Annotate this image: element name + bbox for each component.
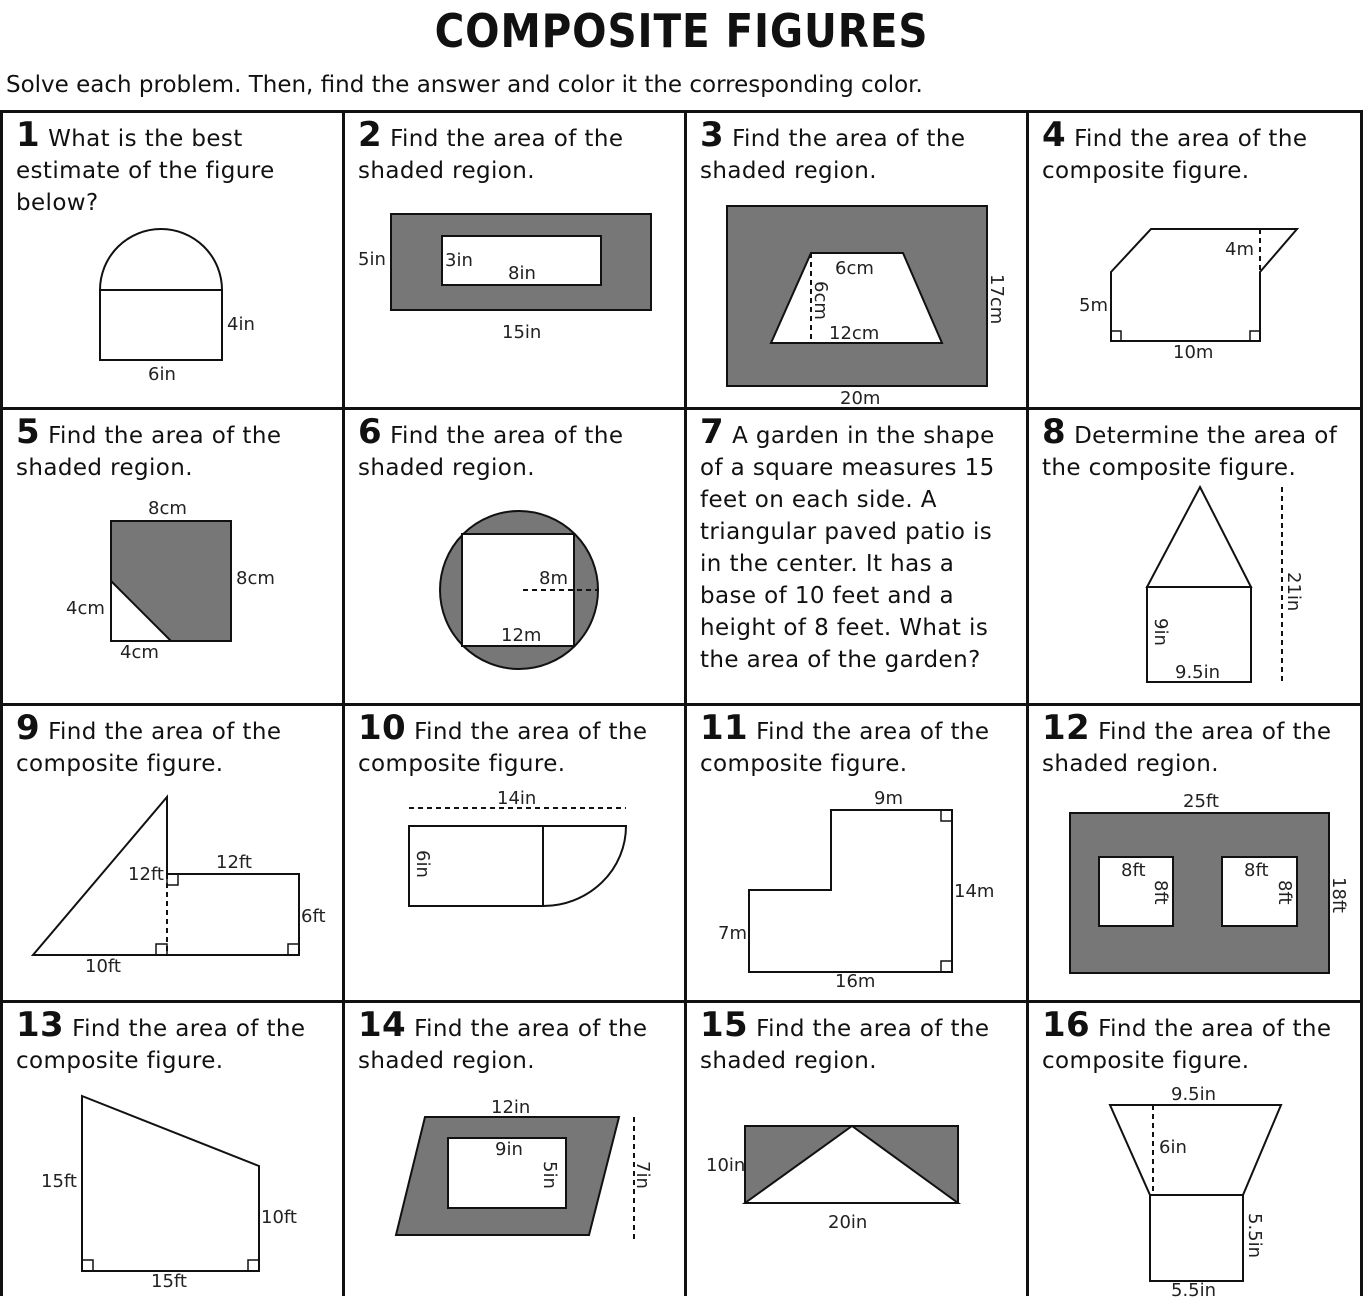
label-right: 8cm (236, 568, 275, 589)
label-height: 6in (412, 850, 433, 878)
label-inner-width: 9in (495, 1139, 523, 1160)
label-outer-height: 18ft (1328, 877, 1349, 913)
label-right: 10ft (261, 1207, 297, 1228)
problem-number: 16 (1042, 1005, 1091, 1045)
problem-number: 7 (700, 412, 725, 452)
problem-2 (342, 110, 684, 407)
label-base: 20in (828, 1212, 868, 1233)
figure-trapezoid (3, 1003, 345, 1299)
figure-square-with-triangle (3, 410, 345, 706)
label-radius: 8m (539, 568, 568, 589)
problem-9 (0, 703, 342, 1000)
label-left: 7m (718, 923, 747, 944)
problem-6 (342, 407, 684, 703)
figure-house-shape (1029, 410, 1363, 706)
problem-prompt: Find the area of the shaded region. (1042, 719, 1332, 777)
label-width: 6in (148, 364, 176, 385)
label-top: 8cm (148, 498, 187, 519)
label-triangle-base: 10ft (85, 956, 121, 977)
problem-12 (1026, 703, 1363, 1000)
problem-4 (1026, 110, 1363, 407)
problem-number: 4 (1042, 115, 1067, 155)
problem-number: 2 (358, 115, 383, 155)
label-base: 10m (1173, 342, 1214, 363)
label-height: 6cm (810, 281, 831, 320)
label-left: 15ft (41, 1171, 77, 1192)
problem-prompt: Find the area of the shaded region. (16, 423, 282, 481)
problem-prompt: Find the area of the composite figure. (1042, 126, 1308, 184)
label-top: 9m (874, 788, 903, 809)
figure-triangle-rectangle (3, 706, 345, 1003)
problem-number: 1 (16, 115, 41, 155)
label-outer-height: 5in (358, 249, 386, 270)
problem-number: 14 (358, 1005, 407, 1045)
problem-number: 3 (700, 115, 725, 155)
label-total-width: 14in (497, 788, 537, 809)
problem-prompt: Find the area of the shaded region. (358, 1016, 648, 1074)
figure-rectangle-in-parallelogram (345, 1003, 687, 1299)
label-trapezoid-height: 6in (1159, 1137, 1187, 1158)
label-inner-height: 5in (539, 1161, 560, 1189)
figure-triangle-in-rectangle (687, 1003, 1029, 1299)
label-top: 9.5in (1171, 1084, 1217, 1105)
problem-7 (684, 407, 1026, 703)
label-inner-width: 8in (508, 263, 536, 284)
problem-number: 5 (16, 412, 41, 452)
problem-number: 8 (1042, 412, 1067, 452)
problem-number: 10 (358, 708, 407, 748)
label-outer-width: 25ft (1183, 791, 1219, 812)
label-bottom: 16m (835, 971, 876, 992)
label-side: 5m (1079, 295, 1108, 316)
problem-number: 6 (358, 412, 383, 452)
problem-13 (0, 1000, 342, 1296)
label-height: 4in (227, 314, 255, 335)
label-square2-height: 8ft (1274, 880, 1295, 905)
problem-number: 13 (16, 1005, 65, 1045)
label-triangle-side: 4cm (66, 598, 105, 619)
label-outer-width: 20m (840, 388, 881, 409)
label-square1-height: 8ft (1150, 880, 1171, 905)
problem-number: 12 (1042, 708, 1091, 748)
problem-prompt: Find the area of the composite figure. (358, 719, 648, 777)
problem-grid (0, 110, 1363, 1299)
figure-rectangle-semicircle (3, 113, 345, 410)
problem-prompt: A garden in the shape of a square measures 15 feet on each side. A triangular paved patio is in the center. It has a base of 10 feet and a height of 8 feet. What is the area of the garden? (700, 423, 995, 673)
label-outer-height: 7in (632, 1161, 653, 1189)
figure-two-squares-in-rectangle (1029, 706, 1363, 1003)
problem-prompt: What is the best estimate of the figure below? (16, 126, 275, 216)
problem-1 (0, 110, 342, 407)
label-width: 9.5in (1175, 662, 1221, 683)
problem-prompt: Determine the area of the composite figure. (1042, 423, 1338, 481)
label-outer-width: 15in (502, 322, 542, 343)
problem-prompt: Find the area of the composite figure. (16, 719, 282, 777)
label-triangle-height: 4m (1225, 239, 1254, 260)
label-top: 6cm (835, 258, 874, 279)
problem-3 (684, 110, 1026, 407)
figure-trapezoid-on-square (1029, 1003, 1363, 1299)
label-square-base: 5.5in (1171, 1280, 1217, 1299)
problem-prompt: Find the area of the composite figure. (1042, 1016, 1332, 1074)
label-outer-height: 17cm (986, 274, 1007, 325)
problem-prompt: Find the area of the shaded region. (358, 423, 624, 481)
figure-nested-rectangles (345, 113, 687, 410)
instructions: Solve each problem. Then, find the answer and color it the corresponding color. (6, 72, 923, 98)
problem-16 (1026, 1000, 1363, 1299)
figure-pentagon-triangle (1029, 113, 1363, 410)
figure-square-in-circle (345, 410, 687, 706)
problem-14 (342, 1000, 684, 1296)
label-right: 14m (954, 881, 995, 902)
label-rect-height: 9in (1150, 618, 1171, 646)
label-inner-height: 3in (445, 250, 473, 271)
label-square2-width: 8ft (1244, 860, 1269, 881)
label-outer-base: 12in (491, 1097, 531, 1118)
page-title: COMPOSITE FIGURES (434, 4, 929, 58)
label-triangle-base: 4cm (120, 642, 159, 663)
figure-trapezoid-in-rectangle (687, 113, 1029, 410)
label-square-side: 5.5in (1244, 1213, 1265, 1259)
problem-prompt: Find the area of the shaded region. (700, 1016, 990, 1074)
problem-15 (684, 1000, 1026, 1296)
problem-11 (684, 703, 1026, 1000)
problem-prompt: Find the area of the composite figure. (16, 1016, 306, 1074)
problem-prompt: Find the area of the shaded region. (358, 126, 624, 184)
problem-number: 11 (700, 708, 749, 748)
label-rect-width: 12ft (216, 852, 252, 873)
label-height: 10in (706, 1155, 746, 1176)
problem-prompt: Find the area of the composite figure. (700, 719, 990, 777)
label-bottom: 12cm (829, 323, 880, 344)
figure-rectangle-quarter-circle (345, 706, 687, 1003)
label-square1-width: 8ft (1121, 860, 1146, 881)
label-base: 15ft (151, 1271, 187, 1292)
label-rect-height: 6ft (301, 906, 326, 927)
problem-8 (1026, 407, 1363, 703)
problem-prompt: Find the area of the shaded region. (700, 126, 966, 184)
problem-5 (0, 407, 342, 703)
figure-l-shape (687, 706, 1029, 1003)
label-total-height: 21in (1283, 572, 1304, 612)
label-square-side: 12m (501, 625, 542, 646)
problem-number: 9 (16, 708, 41, 748)
problem-number: 15 (700, 1005, 749, 1045)
problem-10 (342, 703, 684, 1000)
label-triangle-height: 12ft (128, 864, 164, 885)
